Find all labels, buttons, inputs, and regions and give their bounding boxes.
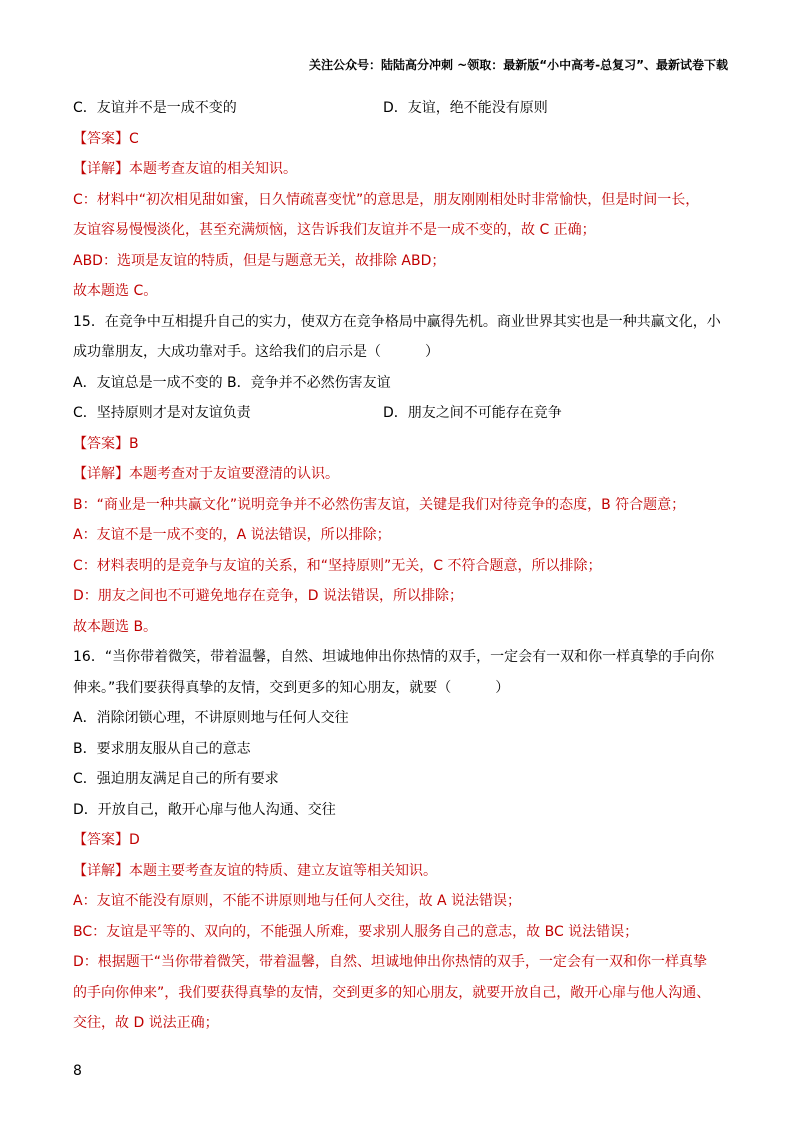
q15-options-ab: A．友谊总是一成不变的 B．竞争并不必然伤害友谊	[73, 374, 391, 391]
q16-explain-a: A：友谊不能没有原则，不能不讲原则地与任何人交往，故 A 说法错误；	[73, 893, 522, 909]
q15-explain-b: B：“商业是一种共赢文化”说明竞争并不必然伤害友谊，关键是我们对待竞争的态度，B 符合题意；	[73, 496, 686, 513]
q16-stem-close: ）	[495, 679, 510, 696]
q14-explain-abd: ABD：选项是友谊的特质，但是与题意无关，故排除 ABD；	[73, 252, 446, 269]
q16-option-b: B．要求朋友服从自己的意志	[73, 740, 251, 757]
q15-explain-c: C：材料表明的是竞争与友谊的关系，和“坚持原则”无关，C 不符合题意，所以排除；	[73, 557, 602, 574]
q16-explain-d-line1: D：根据题干“当你带着微笑，带着温馨，自然、坦诚地伸出你热情的双手，一定会有一双和你一样真挚	[73, 954, 708, 970]
q16-answer: 【答案】D	[73, 832, 140, 848]
q14-explain-title: 【详解】本题考查友谊的相关知识。	[73, 161, 297, 177]
q15-option-c: C．坚持原则才是对友谊负责	[73, 405, 251, 421]
q15-explain-a: A：友谊不是一成不变的，A 说法错误，所以排除；	[73, 527, 391, 543]
q15-stem-text: 成功靠朋友，大成功靠对手。这给我们的启示是（	[73, 344, 381, 360]
q15-stem-line2	[73, 337, 733, 368]
document-content	[73, 93, 733, 1039]
q14-option-c: C．友谊并不是一成不变的	[73, 100, 237, 116]
page-number: 8	[73, 1063, 82, 1079]
q14-options-cd	[73, 93, 733, 124]
q15-conclusion: 故本题选 B。	[73, 618, 158, 635]
q15-stem-line1: 15．在竞争中互相提升自己的实力，使双方在竞争格局中赢得先机。商业世界其实也是一种共赢文化，小	[73, 313, 721, 330]
q14-conclusion: 故本题选 C。	[73, 283, 158, 299]
q15-answer: 【答案】B	[73, 435, 139, 452]
q16-explain-bc: BC：友谊是平等的、双向的，不能强人所难，要求别人服务自己的意志，故 BC 说法错误；	[73, 923, 639, 940]
q16-explain-d-line2: 的手向你伸来”，我们要获得真挚的友情，交到更多的知心朋友，就要开放自己，敞开心扉与他人沟通、	[73, 984, 711, 1001]
q15-option-d: D．朋友之间不可能存在竞争	[383, 405, 562, 421]
q16-explain-d-line3: 交往，故 D 说法正确；	[73, 1015, 219, 1031]
q16-explain-title: 【详解】本题主要考查友谊的特质、建立友谊等相关知识。	[73, 862, 437, 879]
q15-stem-close: ）	[425, 344, 439, 360]
q16-option-c: C．强迫朋友满足自己的所有要求	[73, 771, 279, 787]
q14-option-d: D．友谊，绝不能没有原则	[383, 100, 548, 116]
q16-stem-line2	[73, 673, 733, 704]
q14-answer: 【答案】C	[73, 130, 139, 147]
q15-explain-d: D：朋友之间也不可避免地存在竞争，D 说法错误，所以排除；	[73, 588, 464, 604]
q15-options-cd	[73, 398, 733, 429]
q16-option-d: D．开放自己，敞开心扉与他人沟通、交往	[73, 801, 336, 818]
q16-stem-line1: 16．“当你带着微笑，带着温馨，自然、坦诚地伸出你热情的双手，一定会有一双和你一样真挚的手向你	[73, 649, 715, 665]
page-header: 关注公众号：陆陆高分冲刺 ~领取：最新版“小中高考-总复习”、最新试卷下载	[309, 58, 728, 72]
q15-explain-title: 【详解】本题考查对于友谊要澄清的认识。	[73, 466, 339, 482]
q14-explain-c-line2: 友谊容易慢慢淡化，甚至充满烦恼，这告诉我们友谊并不是一成不变的，故 C 正确；	[73, 222, 596, 238]
q14-explain-c-line1: C：材料中“初次相见甜如蜜，日久情疏喜变忧”的意思是，朋友刚刚相处时非常愉快，但是时间一长，	[73, 191, 700, 208]
q16-stem-text: 伸来。”我们要获得真挚的友情，交到更多的知心朋友，就要（	[73, 679, 452, 696]
q16-option-a: A．消除闭锁心理，不讲原则地与任何人交往	[73, 710, 349, 726]
